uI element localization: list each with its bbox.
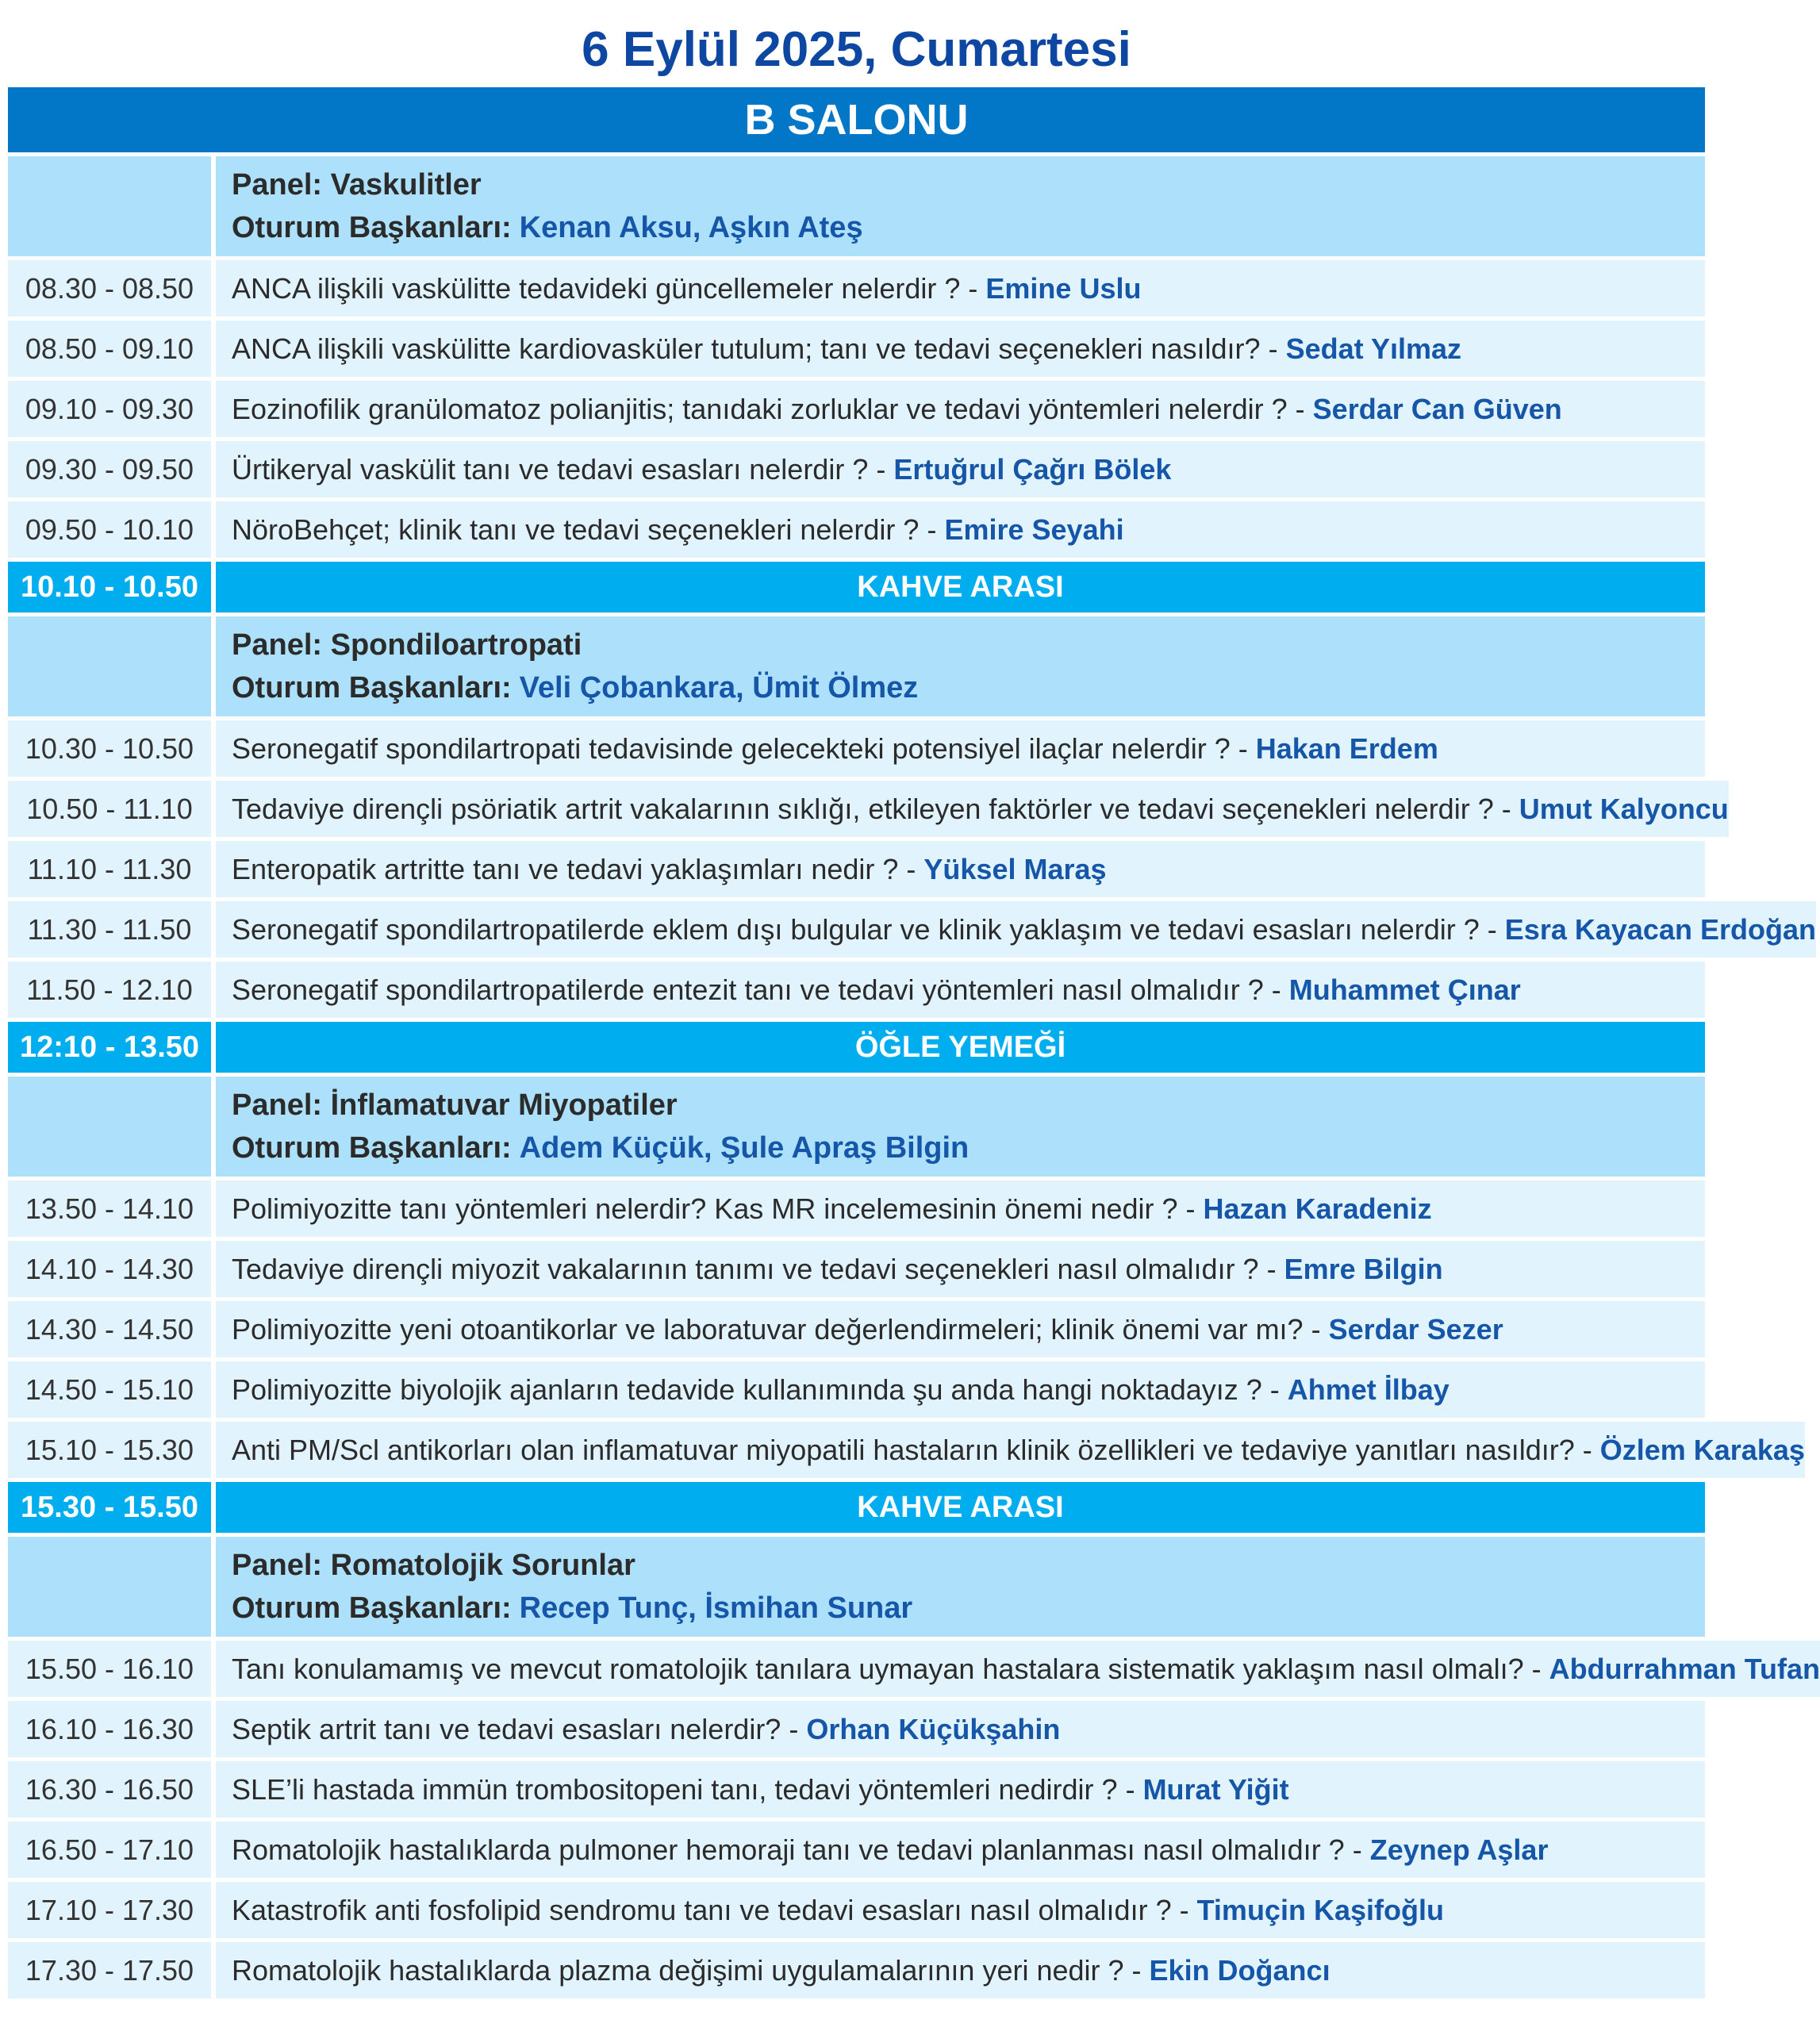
talk-time: 13.50 - 14.10 bbox=[8, 1181, 211, 1237]
talk-speaker: Ekin Doğancı bbox=[1149, 1953, 1330, 1987]
break-label: ÖĞLE YEMEĞİ bbox=[216, 1022, 1705, 1073]
talk-time: 16.50 - 17.10 bbox=[8, 1822, 211, 1878]
talk-speaker: Yüksel Maraş bbox=[923, 852, 1107, 885]
talk-row bbox=[8, 781, 1729, 837]
panel-title: Panel: Romatolojik Sorunlar bbox=[232, 1549, 635, 1582]
talk-row bbox=[8, 1822, 1705, 1878]
talk-time: 14.10 - 14.30 bbox=[8, 1241, 211, 1297]
talk-topic: Seronegatif spondilartropatilerde entezit tanı ve tedavi yöntemleri nasıl olmalıdır ? bbox=[232, 973, 1264, 1006]
talk-topic: Romatolojik hastalıklarda plazma değişimi uygulamalarının yeri nedir ? bbox=[232, 1953, 1124, 1987]
talk-speaker: Emine Uslu bbox=[985, 271, 1142, 305]
talk-speaker: Zeynep Aşlar bbox=[1369, 1833, 1549, 1866]
talk-topic: Seronegatif spondilartropati tedavisinde gelecekteki potensiyel ilaçlar nelerdir ? bbox=[232, 731, 1231, 765]
talk-topic: NöroBehçet; klinik tanı ve tedavi seçenekleri nelerdir ? bbox=[232, 513, 920, 546]
talk-row bbox=[8, 381, 1705, 437]
talk-speaker: Timuçin Kaşifoğlu bbox=[1196, 1893, 1444, 1926]
panel-time-cell bbox=[8, 156, 211, 256]
chairs-names: Adem Küçük, Şule Apraş Bilgin bbox=[519, 1131, 970, 1165]
talk-content: ANCA ilişkili vaskülitte tedavideki güncellemeler nelerdir ? - Emine Uslu bbox=[216, 260, 1705, 317]
chairs-label: Oturum Başkanları: bbox=[232, 1131, 512, 1165]
talk-topic: Polimiyozitte biyolojik ajanların tedavide kullanımında şu anda hangi noktadayız ? bbox=[232, 1373, 1262, 1406]
talk-speaker: Serdar Sezer bbox=[1328, 1312, 1503, 1346]
talk-speaker: Emre Bilgin bbox=[1284, 1252, 1443, 1285]
talk-content: Polimiyozitte biyolojik ajanların tedavide kullanımında şu anda hangi noktadayız ? - Ahmet İlbay bbox=[216, 1361, 1705, 1418]
break-row bbox=[8, 562, 1705, 612]
talk-content: Enteropatik artritte tanı ve tedavi yaklaşımları nedir ? - Yüksel Maraş bbox=[216, 841, 1705, 897]
talk-row bbox=[8, 962, 1705, 1018]
session-chairs bbox=[232, 1587, 912, 1630]
chairs-names: Kenan Aksu, Aşkın Ateş bbox=[519, 211, 863, 244]
talk-content: Seronegatif spondilartropati tedavisinde gelecekteki potensiyel ilaçlar nelerdir ? - Hakan Erdem bbox=[216, 720, 1705, 777]
talk-speaker: Umut Kalyoncu bbox=[1519, 792, 1729, 825]
talk-row bbox=[8, 1701, 1705, 1757]
talk-time: 16.10 - 16.30 bbox=[8, 1701, 211, 1757]
talk-topic: Seronegatif spondilartropatilerde eklem dışı bulgular ve klinik yaklaşım ve tedavi esasları nelerdir ? bbox=[232, 912, 1480, 946]
talk-row bbox=[8, 1181, 1705, 1237]
panel-row bbox=[8, 156, 1705, 256]
talk-topic: Tedaviye dirençli miyozit vakalarının tanımı ve tedavi seçenekleri nasıl olmalıdır ? bbox=[232, 1252, 1259, 1285]
talk-speaker: Serdar Can Güven bbox=[1312, 392, 1562, 425]
talk-time: 10.30 - 10.50 bbox=[8, 720, 211, 777]
talk-row bbox=[8, 260, 1705, 317]
talk-time: 10.50 - 11.10 bbox=[8, 781, 211, 837]
session-chairs bbox=[232, 666, 918, 709]
panel-row bbox=[8, 1537, 1705, 1637]
talk-speaker: Özlem Karakaş bbox=[1599, 1433, 1805, 1466]
talk-row bbox=[8, 1301, 1705, 1357]
panel-time-cell bbox=[8, 1077, 211, 1177]
talk-time: 08.30 - 08.50 bbox=[8, 260, 211, 317]
talk-topic: Eozinofilik granülomatoz polianjitis; tanıdaki zorluklar ve tedavi yöntemleri nelerdir ? bbox=[232, 392, 1288, 425]
talk-row bbox=[8, 1422, 1805, 1478]
talk-content: Ürtikeryal vaskülit tanı ve tedavi esasları nelerdir ? - Ertuğrul Çağrı Bölek bbox=[216, 441, 1705, 497]
talk-time: 11.30 - 11.50 bbox=[8, 901, 211, 958]
talk-topic: Septik artrit tanı ve tedavi esasları nelerdir? bbox=[232, 1712, 781, 1745]
talk-speaker: Emire Seyahi bbox=[944, 513, 1124, 546]
schedule-table bbox=[8, 87, 1820, 2002]
talk-time: 14.50 - 15.10 bbox=[8, 1361, 211, 1418]
chairs-names: Recep Tunç, İsmihan Sunar bbox=[519, 1591, 913, 1625]
talk-time: 14.30 - 14.50 bbox=[8, 1301, 211, 1357]
talk-row bbox=[8, 1942, 1705, 1998]
talk-content: Seronegatif spondilartropatilerde entezit tanı ve tedavi yöntemleri nasıl olmalıdır ? - Muhammet Çınar bbox=[216, 962, 1705, 1018]
talk-content: Seronegatif spondilartropatilerde eklem dışı bulgular ve klinik yaklaşım ve tedavi esasları nelerdir ? - Esra Kayacan Erdoğan bbox=[216, 901, 1816, 958]
talk-row bbox=[8, 841, 1705, 897]
talk-speaker: Abdurrahman Tufan bbox=[1549, 1652, 1820, 1685]
talk-time: 17.10 - 17.30 bbox=[8, 1882, 211, 1938]
talk-content: Katastrofik anti fosfolipid sendromu tanı ve tedavi esasları nasıl olmalıdır ? - Timuçin Kaşifoğlu bbox=[216, 1882, 1705, 1938]
talk-row bbox=[8, 1241, 1705, 1297]
chairs-label: Oturum Başkanları: bbox=[232, 671, 512, 705]
talk-topic: SLE’li hastada immün trombositopeni tanı, tedavi yöntemleri nedirdir ? bbox=[232, 1772, 1118, 1806]
talk-speaker: Esra Kayacan Erdoğan bbox=[1504, 912, 1816, 946]
break-time: 12:10 - 13.50 bbox=[8, 1022, 211, 1073]
talk-time: 15.50 - 16.10 bbox=[8, 1641, 211, 1697]
talk-topic: Polimiyozitte yeni otoantikorlar ve laboratuvar değerlendirmeleri; klinik önemi var mı? bbox=[232, 1312, 1304, 1346]
talk-content: Anti PM/Scl antikorları olan inflamatuvar miyopatili hastaların klinik özellikleri ve tedaviye yanıtları nasıldır? - Özlem Karakaş bbox=[216, 1422, 1805, 1478]
talk-topic: Romatolojik hastalıklarda pulmoner hemoraji tanı ve tedavi planlanması nasıl olmalıdır ? bbox=[232, 1833, 1345, 1866]
talk-row bbox=[8, 720, 1705, 777]
talk-content: Tedaviye dirençli miyozit vakalarının tanımı ve tedavi seçenekleri nasıl olmalıdır ? - Emre Bilgin bbox=[216, 1241, 1705, 1297]
talk-topic: ANCA ilişkili vaskülitte kardiovasküler tutulum; tanı ve tedavi seçenekleri nasıldır? bbox=[232, 332, 1261, 365]
talk-topic: Anti PM/Scl antikorları olan inflamatuvar miyopatili hastaların klinik özellikleri ve tedaviye yanıtları nasıldır? bbox=[232, 1433, 1575, 1466]
talk-speaker: Murat Yiğit bbox=[1142, 1772, 1289, 1806]
talk-time: 09.30 - 09.50 bbox=[8, 441, 211, 497]
panel-title: Panel: İnflamatuvar Miyopatiler bbox=[232, 1088, 678, 1122]
break-row bbox=[8, 1482, 1705, 1533]
talk-time: 09.50 - 10.10 bbox=[8, 501, 211, 558]
panel-row bbox=[8, 616, 1705, 716]
panel-info-cell bbox=[216, 156, 1705, 256]
talk-content: Polimiyozitte yeni otoantikorlar ve laboratuvar değerlendirmeleri; klinik önemi var mı? - Serdar Sezer bbox=[216, 1301, 1705, 1357]
talk-content: Tanı konulamamış ve mevcut romatolojik tanılara uymayan hastalara sistematik yaklaşım nasıl olmalı? - Abdurrahman Tufan bbox=[216, 1641, 1820, 1697]
talk-speaker: Hazan Karadeniz bbox=[1203, 1192, 1432, 1225]
talk-time: 15.10 - 15.30 bbox=[8, 1422, 211, 1478]
session-chairs bbox=[232, 206, 863, 249]
talk-time: 09.10 - 09.30 bbox=[8, 381, 211, 437]
talk-time: 11.50 - 12.10 bbox=[8, 962, 211, 1018]
talk-content: NöroBehçet; klinik tanı ve tedavi seçenekleri nelerdir ? - Emire Seyahi bbox=[216, 501, 1705, 558]
break-label: KAHVE ARASI bbox=[216, 562, 1705, 612]
hall-header: B SALONU bbox=[8, 87, 1705, 152]
panel-time-cell bbox=[8, 1537, 211, 1637]
talk-content: ANCA ilişkili vaskülitte kardiovasküler tutulum; tanı ve tedavi seçenekleri nasıldır? - Sedat Yılmaz bbox=[216, 321, 1705, 377]
page-title: 6 Eylül 2025, Cumartesi bbox=[582, 22, 1131, 77]
talk-row bbox=[8, 441, 1705, 497]
talk-content: Polimiyozitte tanı yöntemleri nelerdir? Kas MR incelemesinin önemi nedir ? - Hazan Karadeniz bbox=[216, 1181, 1705, 1237]
talk-topic: ANCA ilişkili vaskülitte tedavideki güncellemeler nelerdir ? bbox=[232, 271, 961, 305]
talk-speaker: Muhammet Çınar bbox=[1288, 973, 1521, 1006]
talk-topic: Tedaviye dirençli psöriatik artrit vakalarının sıklığı, etkileyen faktörler ve tedavi seçenekleri nelerdir ? bbox=[232, 792, 1494, 825]
talk-topic: Katastrofik anti fosfolipid sendromu tanı ve tedavi esasları nasıl olmalıdır ? bbox=[232, 1893, 1172, 1926]
chairs-label: Oturum Başkanları: bbox=[232, 1591, 512, 1625]
session-chairs bbox=[232, 1127, 969, 1169]
talk-row bbox=[8, 501, 1705, 558]
talk-row bbox=[8, 1361, 1705, 1418]
talk-content: Septik artrit tanı ve tedavi esasları nelerdir? - Orhan Küçükşahin bbox=[216, 1701, 1705, 1757]
talk-content: Tedaviye dirençli psöriatik artrit vakalarının sıklığı, etkileyen faktörler ve tedavi seçenekleri nelerdir ? - Umut Kalyoncu bbox=[216, 781, 1729, 837]
break-row bbox=[8, 1022, 1705, 1073]
break-time: 15.30 - 15.50 bbox=[8, 1482, 211, 1533]
panel-info-cell bbox=[216, 1077, 1705, 1177]
chairs-label: Oturum Başkanları: bbox=[232, 211, 512, 244]
panel-time-cell bbox=[8, 616, 211, 716]
talk-content: SLE’li hastada immün trombositopeni tanı, tedavi yöntemleri nedirdir ? - Murat Yiğit bbox=[216, 1761, 1705, 1818]
panel-title: Panel: Spondiloartropati bbox=[232, 628, 582, 662]
talk-topic: Tanı konulamamış ve mevcut romatolojik tanılara uymayan hastalara sistematik yaklaşım nasıl olmalı? bbox=[232, 1652, 1524, 1685]
talk-row bbox=[8, 1882, 1705, 1938]
talk-topic: Enteropatik artritte tanı ve tedavi yaklaşımları nedir ? bbox=[232, 852, 899, 885]
talk-topic: Polimiyozitte tanı yöntemleri nelerdir? Kas MR incelemesinin önemi nedir ? bbox=[232, 1192, 1178, 1225]
talk-time: 08.50 - 09.10 bbox=[8, 321, 211, 377]
talk-row bbox=[8, 1641, 1820, 1697]
talk-speaker: Hakan Erdem bbox=[1255, 731, 1438, 765]
talk-speaker: Ertuğrul Çağrı Bölek bbox=[893, 452, 1172, 486]
schedule-rows bbox=[8, 156, 1820, 1998]
talk-row bbox=[8, 901, 1816, 958]
talk-time: 16.30 - 16.50 bbox=[8, 1761, 211, 1818]
talk-speaker: Sedat Yılmaz bbox=[1285, 332, 1461, 365]
talk-speaker: Ahmet İlbay bbox=[1287, 1373, 1449, 1406]
break-label: KAHVE ARASI bbox=[216, 1482, 1705, 1533]
talk-row bbox=[8, 321, 1705, 377]
break-time: 10.10 - 10.50 bbox=[8, 562, 211, 612]
panel-row bbox=[8, 1077, 1705, 1177]
talk-speaker: Orhan Küçükşahin bbox=[806, 1712, 1061, 1745]
panel-info-cell bbox=[216, 1537, 1705, 1637]
talk-time: 11.10 - 11.30 bbox=[8, 841, 211, 897]
talk-content: Eozinofilik granülomatoz polianjitis; tanıdaki zorluklar ve tedavi yöntemleri nelerdir ? - Serdar Can Güven bbox=[216, 381, 1705, 437]
talk-time: 17.30 - 17.50 bbox=[8, 1942, 211, 1998]
talk-content: Romatolojik hastalıklarda pulmoner hemoraji tanı ve tedavi planlanması nasıl olmalıdır ? - Zeynep Aşlar bbox=[216, 1822, 1705, 1878]
panel-info-cell bbox=[216, 616, 1705, 716]
talk-topic: Ürtikeryal vaskülit tanı ve tedavi esasları nelerdir ? bbox=[232, 452, 869, 486]
chairs-names: Veli Çobankara, Ümit Ölmez bbox=[519, 671, 919, 705]
panel-title: Panel: Vaskulitler bbox=[232, 168, 482, 202]
talk-row bbox=[8, 1761, 1705, 1818]
talk-content: Romatolojik hastalıklarda plazma değişimi uygulamalarının yeri nedir ? - Ekin Doğancı bbox=[216, 1942, 1705, 1998]
